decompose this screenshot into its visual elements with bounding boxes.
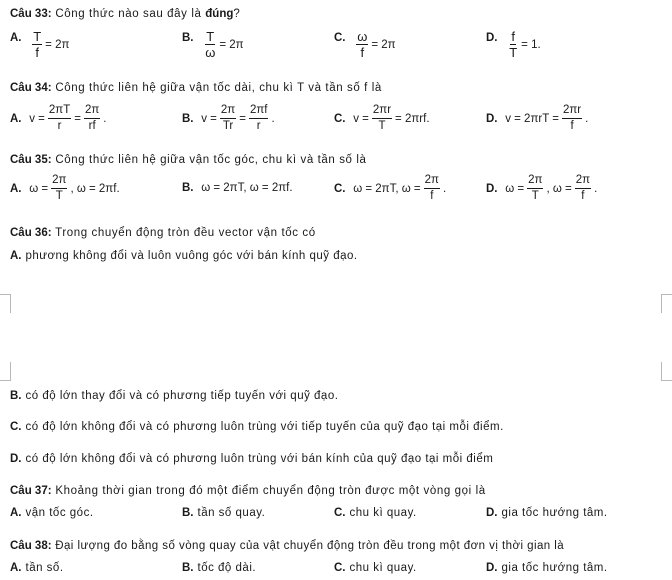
crop-mark-top-left <box>0 294 11 313</box>
q37-option-b[interactable] <box>182 507 265 519</box>
option-label: D. <box>486 182 498 195</box>
q38-option-b[interactable] <box>182 562 256 574</box>
question-36-stem <box>10 227 316 239</box>
option-text: có độ lớn không đổi và có phương luôn trùng với tiếp tuyến của quỹ đạo tại mỗi điểm. <box>25 421 504 433</box>
q34-option-b[interactable] <box>182 104 275 133</box>
question-label: Câu 37: <box>10 485 52 497</box>
option-math: . <box>103 112 107 125</box>
option-math: , ω = <box>546 182 572 195</box>
option-math: v = 2πrT = <box>505 112 559 125</box>
question-34-stem <box>10 82 382 94</box>
frac-num: 2π <box>51 174 67 189</box>
q38-option-d[interactable] <box>486 562 608 574</box>
q36-option-b[interactable] <box>10 390 338 402</box>
q35-option-d[interactable] <box>486 174 597 203</box>
option-math: = 2π <box>219 38 244 51</box>
question-text: Công thức liên hệ giữa vận tốc góc, chu kì và tần số là <box>55 154 367 166</box>
frac-den: f <box>430 190 434 202</box>
question-33-stem <box>10 8 240 20</box>
frac-num: 2π <box>527 174 543 189</box>
option-math: . <box>271 112 275 125</box>
q34-option-c[interactable] <box>334 104 430 133</box>
frac-den: T <box>531 190 539 202</box>
frac-num: 2πT <box>48 104 71 119</box>
frac-num: 2π <box>220 104 236 119</box>
option-math: ω = <box>505 182 525 195</box>
question-emphasis: đúng <box>205 8 234 20</box>
option-math: = 1. <box>521 38 541 51</box>
option-math: v = <box>353 112 369 125</box>
frac-den: T <box>509 45 518 60</box>
q35-option-b[interactable] <box>182 182 293 194</box>
option-label: D. <box>486 32 498 44</box>
option-text: chu kì quay. <box>349 562 417 574</box>
option-label: B. <box>10 390 22 402</box>
option-text: gia tốc hướng tâm. <box>501 562 608 574</box>
q38-option-c[interactable] <box>334 562 417 574</box>
frac-den: f <box>581 190 585 202</box>
option-label: D. <box>10 453 22 465</box>
q33-option-c[interactable] <box>334 30 396 59</box>
q36-option-c[interactable] <box>10 421 504 433</box>
frac-num: 2πf <box>249 104 269 119</box>
question-text: Trong chuyển động tròn đều vector vận tốc có <box>55 227 316 239</box>
question-38-stem <box>10 540 564 552</box>
option-math: ω = <box>29 182 49 195</box>
option-label: C. <box>334 507 346 519</box>
frac-num: 2πr <box>562 104 582 119</box>
q37-option-a[interactable] <box>10 507 94 519</box>
option-label: B. <box>182 562 194 574</box>
question-35-stem <box>10 154 366 166</box>
frac-num: 2π <box>424 174 440 189</box>
frac-den: r <box>256 120 261 132</box>
q34-option-d[interactable] <box>486 104 588 133</box>
option-label: C. <box>334 562 346 574</box>
option-text: có độ lớn thay đổi và có phương tiếp tuyến với quỹ đạo. <box>25 390 339 402</box>
frac-num: T <box>33 29 42 44</box>
option-math: , ω = 2πf. <box>70 182 120 195</box>
option-label: C. <box>334 182 346 195</box>
question-text: Công thức nào sau đây là <box>55 8 202 20</box>
option-label: C. <box>10 421 22 433</box>
option-label: B. <box>182 112 194 125</box>
question-37-stem <box>10 485 486 497</box>
option-label: D. <box>486 507 498 519</box>
option-text: vận tốc góc. <box>25 507 94 519</box>
option-label: C. <box>334 112 346 125</box>
frac-num: ω <box>357 29 368 44</box>
option-label: A. <box>10 182 22 195</box>
option-text: chu kì quay. <box>349 507 417 519</box>
option-math: = 2πrf. <box>395 112 430 125</box>
option-label: A. <box>10 250 22 262</box>
option-text: có độ lớn không đổi và có phương luôn trùng với bán kính của quỹ đạo tại mỗi điểm <box>25 453 494 465</box>
q33-option-a[interactable] <box>10 30 69 59</box>
frac-den: ω <box>205 45 216 60</box>
frac-den: r <box>57 120 62 132</box>
option-label: A. <box>10 32 22 44</box>
q37-option-d[interactable] <box>486 507 608 519</box>
option-text: gia tốc hướng tâm. <box>501 507 608 519</box>
option-label: A. <box>10 562 22 574</box>
option-text: tần số quay. <box>197 507 266 519</box>
option-math: . <box>585 112 589 125</box>
option-label: B. <box>182 182 194 194</box>
option-math: = <box>239 112 246 125</box>
option-math: v = <box>201 112 217 125</box>
frac-num: 2π <box>575 174 591 189</box>
option-label: B. <box>182 507 194 519</box>
q36-option-a[interactable] <box>10 250 358 262</box>
crop-mark-bottom-right <box>661 362 672 381</box>
q33-option-d[interactable] <box>486 30 541 59</box>
option-label: D. <box>486 112 498 125</box>
frac-den: f <box>360 45 365 60</box>
crop-mark-top-right <box>661 294 672 313</box>
option-math: ω = 2πT, ω = 2πf. <box>201 182 293 194</box>
option-text: tần số. <box>25 562 64 574</box>
option-math: ω = 2πT, ω = <box>353 182 421 195</box>
option-label: D. <box>486 562 498 574</box>
question-end: ? <box>233 8 241 20</box>
option-label: B. <box>182 32 194 44</box>
q36-option-d[interactable] <box>10 453 493 465</box>
question-text: Đại lượng đo bằng số vòng quay của vật chuyển động tròn đều trong một đơn vị thời gian là <box>55 540 565 552</box>
option-math: = 2π <box>371 38 396 51</box>
question-label: Câu 38: <box>10 540 52 552</box>
question-text: Công thức liên hệ giữa vận tốc dài, chu kì T và tần số f là <box>55 82 382 94</box>
q34-option-a[interactable] <box>10 104 107 133</box>
frac-den: T <box>378 120 386 132</box>
frac-num: 2πr <box>372 104 392 119</box>
frac-den: T <box>55 190 63 202</box>
question-label: Câu 33: <box>10 8 52 20</box>
option-text: phương không đổi và luôn vuông góc với bán kính quỹ đạo. <box>25 250 358 262</box>
option-math: v = <box>29 112 45 125</box>
frac-num: 2π <box>84 104 100 119</box>
q33-option-b[interactable] <box>182 30 244 59</box>
q35-option-c[interactable] <box>334 174 446 203</box>
option-math: = 2π <box>45 38 70 51</box>
frac-den: rf <box>88 120 96 132</box>
option-label: A. <box>10 112 22 125</box>
crop-mark-bottom-left <box>0 362 11 381</box>
option-math: = <box>74 112 81 125</box>
frac-num: T <box>206 29 215 44</box>
question-label: Câu 34: <box>10 82 52 94</box>
option-math: . <box>594 182 598 195</box>
frac-den: Tr <box>222 120 234 132</box>
frac-num: f <box>511 29 515 44</box>
option-math: . <box>443 182 447 195</box>
q38-option-a[interactable] <box>10 562 64 574</box>
frac-den: f <box>570 120 574 132</box>
option-text: tốc độ dài. <box>197 562 257 574</box>
question-label: Câu 36: <box>10 227 52 239</box>
frac-den: f <box>35 45 39 60</box>
q37-option-c[interactable] <box>334 507 417 519</box>
option-label: A. <box>10 507 22 519</box>
q35-option-a[interactable] <box>10 174 120 203</box>
option-label: C. <box>334 32 346 44</box>
question-text: Khoảng thời gian trong đó một điểm chuyển động tròn được một vòng gọi là <box>55 485 486 497</box>
question-label: Câu 35: <box>10 154 52 166</box>
